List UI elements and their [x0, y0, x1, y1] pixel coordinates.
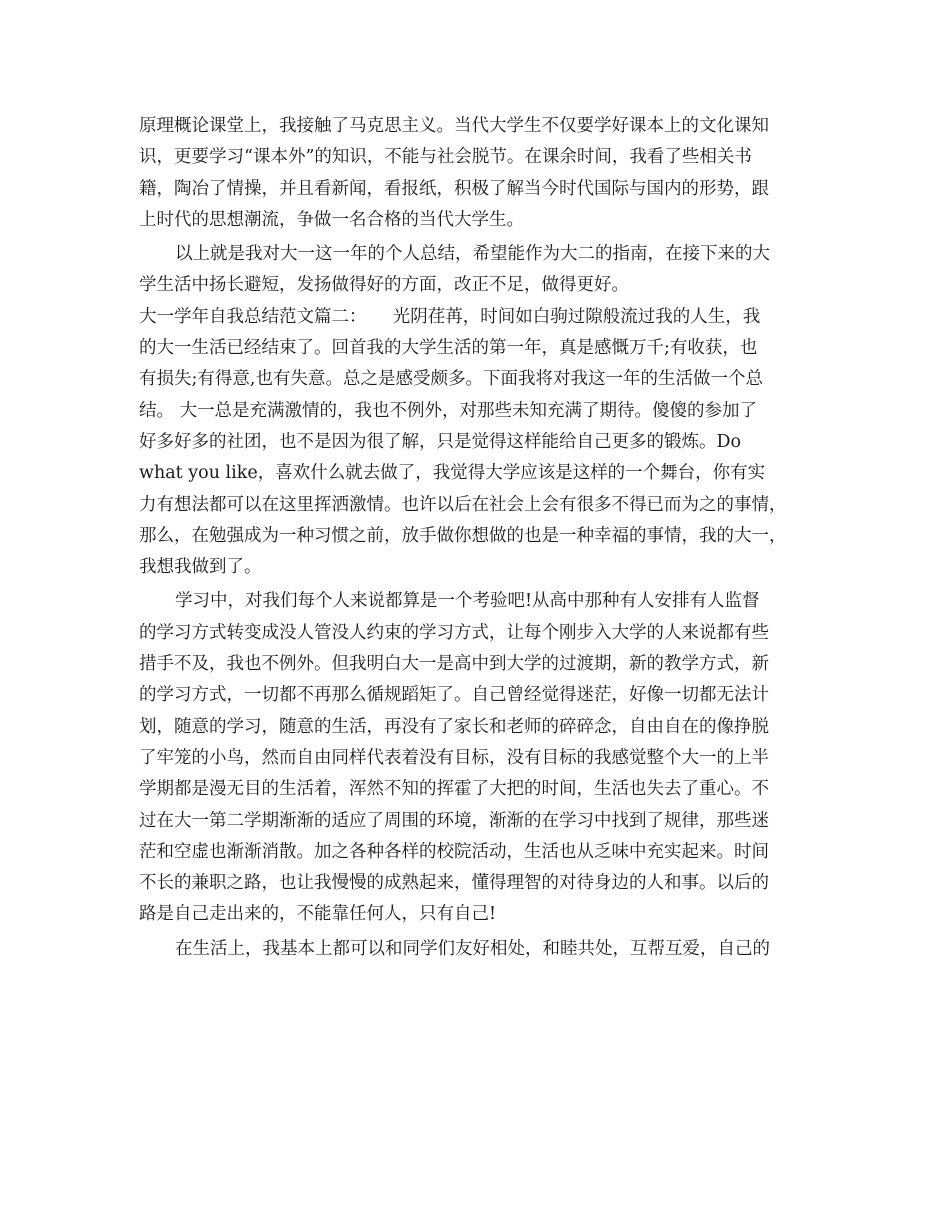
text-line: 上时代的思想潮流，争做一名合格的当代大学生。: [139, 209, 524, 230]
text-line: 原理概论课堂上，我接触了马克思主义。当代大学生不仅要学好课本上的文化课知: [139, 116, 769, 136]
text-line: 了牢笼的小鸟，然而自由同样代表着没有目标，没有目标的我感觉整个大一的上半: [139, 747, 769, 768]
document-body: [139, 111, 817, 965]
text-line: 我想我做到了。: [139, 557, 262, 578]
text-line: 大一学年自我总结范文篇二： 光阴荏苒，时间如白驹过隙般流过我的人生，我: [139, 306, 761, 327]
text-line: 学期都是漫无目的生活着，浑然不知的挥霍了大把的时间，生活也失去了重心。不: [139, 779, 769, 800]
text-line: 籍，陶冶了情操，并且看新闻，看报纸，积极了解当今时代国际与国内的形势，跟: [139, 178, 769, 199]
text-line: 的大一生活已经结束了。回首我的大学生活的第一年，真是感慨万千;有收获，也: [139, 338, 758, 359]
text-line: 以上就是我对大一这一年的个人总结，希望能作为大二的指南，在接下来的大: [175, 244, 770, 265]
text-line: 学习中，对我们每个人来说都算是一个考验吧!从高中那种有人安排有人监督: [175, 591, 760, 612]
text-line: 的学习方式转变成没人管没人约束的学习方式，让每个刚步入大学的人来说都有些: [139, 622, 769, 643]
text-line: 识，更要学习“课本外”的知识，不能与社会脱节。在课余时间，我看了些相关书: [139, 147, 752, 168]
text-line: 结。 大一总是充满激情的，我也不例外，对那些未知充满了期待。傻傻的参加了: [139, 400, 758, 421]
text-line: 路是自己走出来的，不能靠任何人，只有自己!: [139, 904, 497, 925]
text-line: 好多好多的社团，也不是因为很了解，只是觉得这样能给自己更多的锻炼。Do: [139, 431, 742, 452]
text-line: 措手不及，我也不例外。但我明白大一是高中到大学的过渡期，新的教学方式，新: [139, 654, 769, 675]
text-line: 学生活中扬长避短，发扬做得好的方面，改正不足，做得更好。: [139, 275, 629, 296]
text-line: 在生活上，我基本上都可以和同学们友好相处，和睦共处，互帮互爱，自己的: [175, 938, 770, 959]
text-line: 划，随意的学习，随意的生活，再没有了家长和老师的碎碎念，自由自在的像挣脱: [139, 716, 769, 737]
text-line: 力有想法都可以在这里挥洒激情。也许以后在社会上会有很多不得已而为之的事情，: [139, 494, 787, 515]
text-line: 茫和空虚也渐渐消散。加之各种各样的校院活动，生活也从乏味中充实起来。时间: [139, 841, 769, 862]
text-line: 的学习方式，一切都不再那么循规蹈矩了。自己曾经觉得迷茫，好像一切都无法计: [139, 685, 769, 706]
text-line: 过在大一第二学期渐渐的适应了周围的环境，渐渐的在学习中找到了规律，那些迷: [139, 810, 769, 831]
text-line: 不长的兼职之路，也让我慢慢的成熟起来，懂得理智的对待身边的人和事。以后的: [139, 873, 769, 894]
text-line: 那么，在勉强成为一种习惯之前，放手做你想做的也是一种幸福的事情，我的大一，: [139, 525, 787, 546]
text-line: 有损失;有得意,也有失意。总之是感受颇多。下面我将对我这一年的生活做一个总: [139, 369, 763, 390]
text-line: what you like，喜欢什么就去做了，我觉得大学应该是这样的一个舞台，你有实: [139, 463, 766, 484]
